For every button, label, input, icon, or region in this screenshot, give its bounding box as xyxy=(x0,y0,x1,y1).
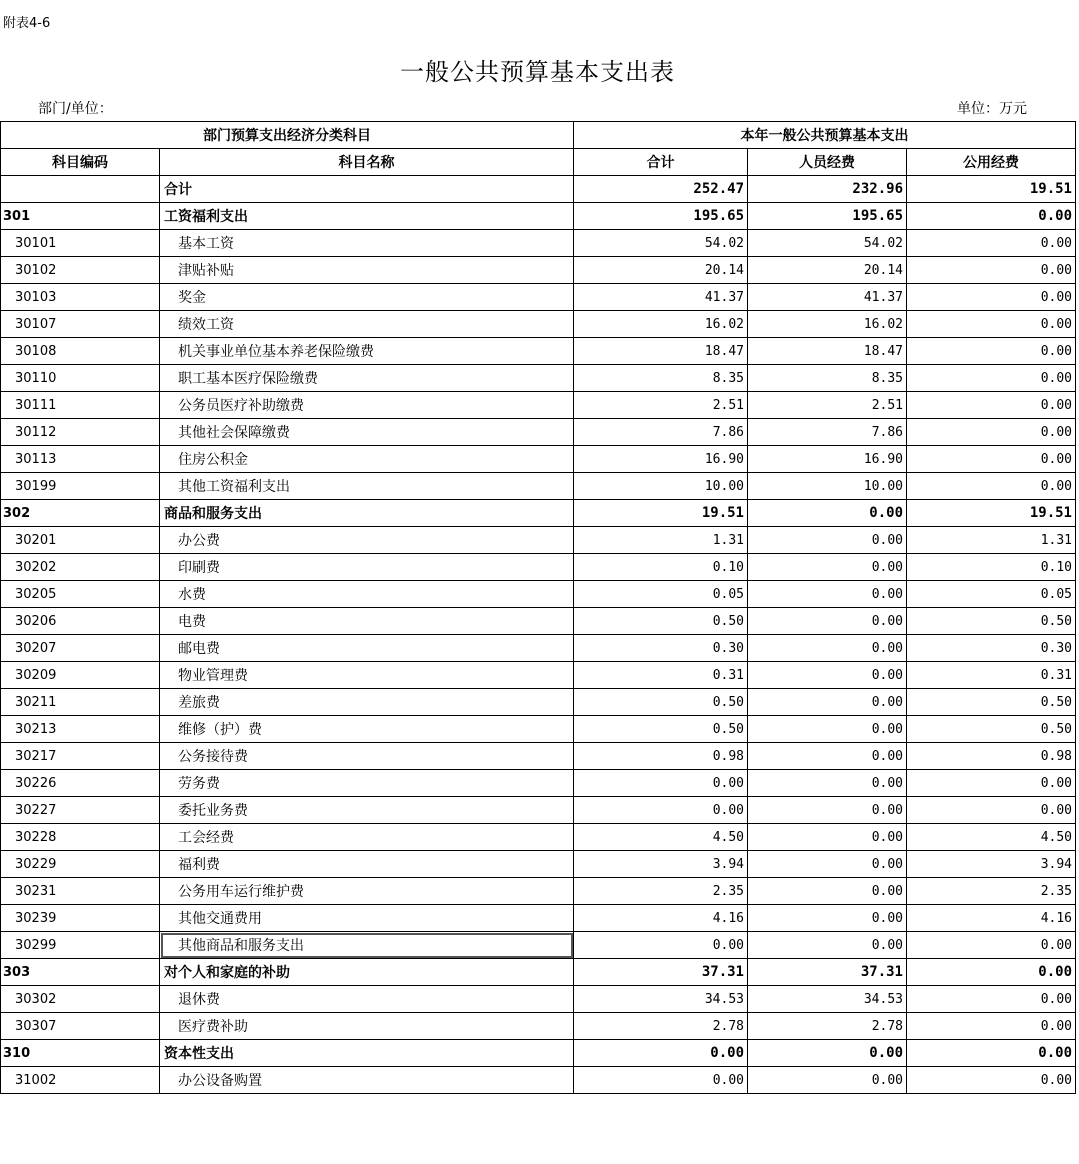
table-row xyxy=(1,824,1076,851)
cell-public[interactable]: 3.94 xyxy=(907,851,1076,878)
cell-name[interactable]: 其他交通费用 xyxy=(160,905,574,932)
cell-code[interactable]: 30231 xyxy=(1,878,160,905)
cell-code[interactable] xyxy=(1,176,160,203)
cell-code[interactable]: 30205 xyxy=(1,581,160,608)
cell-name[interactable]: 维修（护）费 xyxy=(160,716,574,743)
cell-code[interactable]: 30108 xyxy=(1,338,160,365)
table-row xyxy=(1,770,1076,797)
cell-total[interactable]: 37.31 xyxy=(574,959,748,986)
cell-code[interactable]: 310 xyxy=(1,1040,160,1067)
cell-name[interactable]: 职工基本医疗保险缴费 xyxy=(160,365,574,392)
table-row xyxy=(1,392,1076,419)
cell-public[interactable]: 0.00 xyxy=(907,419,1076,446)
table-row xyxy=(1,284,1076,311)
cell-code[interactable]: 30239 xyxy=(1,905,160,932)
table-row xyxy=(1,932,1076,959)
cell-code[interactable]: 31002 xyxy=(1,1067,160,1094)
table-row xyxy=(1,500,1076,527)
cell-personnel[interactable]: 0.00 xyxy=(748,770,907,797)
table-row xyxy=(1,689,1076,716)
cell-total[interactable]: 34.53 xyxy=(574,986,748,1013)
cell-public[interactable]: 0.00 xyxy=(907,203,1076,230)
cell-total[interactable]: 0.00 xyxy=(574,1040,748,1067)
cell-personnel[interactable]: 0.00 xyxy=(748,689,907,716)
cell-public[interactable]: 0.00 xyxy=(907,230,1076,257)
cell-public[interactable]: 0.00 xyxy=(907,770,1076,797)
cell-total[interactable]: 2.51 xyxy=(574,392,748,419)
table-row xyxy=(1,716,1076,743)
table-row xyxy=(1,527,1076,554)
cell-name[interactable]: 绩效工资 xyxy=(160,311,574,338)
cell-public[interactable]: 0.00 xyxy=(907,338,1076,365)
cell-name[interactable]: 水费 xyxy=(160,581,574,608)
cell-name[interactable]: 差旅费 xyxy=(160,689,574,716)
cell-personnel[interactable]: 0.00 xyxy=(748,797,907,824)
cell-total[interactable]: 19.51 xyxy=(574,500,748,527)
table-row xyxy=(1,257,1076,284)
cell-public[interactable]: 2.35 xyxy=(907,878,1076,905)
table-row xyxy=(1,797,1076,824)
cell-total[interactable]: 20.14 xyxy=(574,257,748,284)
col-header-name[interactable]: 科目名称 xyxy=(160,149,574,176)
cell-code[interactable]: 30113 xyxy=(1,446,160,473)
cell-public[interactable]: 1.31 xyxy=(907,527,1076,554)
cell-public[interactable]: 0.00 xyxy=(907,932,1076,959)
cell-personnel[interactable]: 20.14 xyxy=(748,257,907,284)
table-row xyxy=(1,338,1076,365)
cell-total[interactable]: 0.00 xyxy=(574,770,748,797)
cell-public[interactable]: 0.00 xyxy=(907,365,1076,392)
cell-personnel[interactable]: 10.00 xyxy=(748,473,907,500)
dept-label: 部门/单位： xyxy=(38,101,113,117)
cell-personnel[interactable]: 0.00 xyxy=(748,824,907,851)
cell-public[interactable]: 0.10 xyxy=(907,554,1076,581)
cell-code[interactable]: 301 xyxy=(1,203,160,230)
cell-name[interactable]: 合计 xyxy=(160,176,574,203)
cell-total[interactable]: 8.35 xyxy=(574,365,748,392)
cell-public[interactable]: 0.50 xyxy=(907,689,1076,716)
cell-total[interactable]: 2.78 xyxy=(574,1013,748,1040)
cell-total[interactable]: 2.35 xyxy=(574,878,748,905)
cell-code[interactable]: 30209 xyxy=(1,662,160,689)
group-header-right[interactable]: 本年一般公共预算基本支出 xyxy=(574,122,1076,149)
cell-personnel[interactable]: 16.90 xyxy=(748,446,907,473)
cell-total[interactable]: 0.10 xyxy=(574,554,748,581)
cell-code[interactable]: 30228 xyxy=(1,824,160,851)
cell-total[interactable]: 0.00 xyxy=(574,932,748,959)
cell-public[interactable]: 0.31 xyxy=(907,662,1076,689)
cell-code[interactable]: 30299 xyxy=(1,932,160,959)
cell-personnel[interactable]: 0.00 xyxy=(748,581,907,608)
cell-personnel[interactable]: 0.00 xyxy=(748,527,907,554)
cell-code[interactable]: 30302 xyxy=(1,986,160,1013)
cell-public[interactable]: 0.50 xyxy=(907,716,1076,743)
cell-public[interactable]: 0.00 xyxy=(907,959,1076,986)
cell-total[interactable]: 3.94 xyxy=(574,851,748,878)
col-header-public[interactable]: 公用经费 xyxy=(907,149,1076,176)
cell-code[interactable]: 30229 xyxy=(1,851,160,878)
cell-total[interactable]: 18.47 xyxy=(574,338,748,365)
cell-personnel[interactable]: 0.00 xyxy=(748,932,907,959)
cell-name[interactable]: 公务员医疗补助缴费 xyxy=(160,392,574,419)
cell-personnel[interactable]: 0.00 xyxy=(748,878,907,905)
cell-public[interactable]: 0.00 xyxy=(907,1013,1076,1040)
cell-public[interactable]: 0.98 xyxy=(907,743,1076,770)
table-row xyxy=(1,446,1076,473)
cell-total[interactable]: 1.31 xyxy=(574,527,748,554)
cell-public[interactable]: 0.00 xyxy=(907,473,1076,500)
cell-code[interactable]: 30110 xyxy=(1,365,160,392)
cell-personnel[interactable]: 18.47 xyxy=(748,338,907,365)
table-row xyxy=(1,608,1076,635)
cell-public[interactable]: 0.00 xyxy=(907,797,1076,824)
table-body xyxy=(1,176,1076,1094)
cell-total[interactable]: 0.00 xyxy=(574,1067,748,1094)
table-row xyxy=(1,203,1076,230)
cell-code[interactable]: 30202 xyxy=(1,554,160,581)
table-row xyxy=(1,230,1076,257)
cell-public[interactable]: 0.00 xyxy=(907,986,1076,1013)
cell-name[interactable]: 福利费 xyxy=(160,851,574,878)
cell-code[interactable]: 303 xyxy=(1,959,160,986)
cell-code[interactable]: 30227 xyxy=(1,797,160,824)
table-row xyxy=(1,1040,1076,1067)
cell-name[interactable]: 公务接待费 xyxy=(160,743,574,770)
cell-name[interactable]: 电费 xyxy=(160,608,574,635)
cell-code[interactable]: 30103 xyxy=(1,284,160,311)
group-header-left[interactable]: 部门预算支出经济分类科目 xyxy=(1,122,574,149)
cell-name[interactable]: 对个人和家庭的补助 xyxy=(160,959,574,986)
cell-public[interactable]: 19.51 xyxy=(907,176,1076,203)
table-row xyxy=(1,365,1076,392)
cell-code[interactable]: 30112 xyxy=(1,419,160,446)
cell-personnel[interactable]: 0.00 xyxy=(748,554,907,581)
cell-public[interactable]: 0.00 xyxy=(907,392,1076,419)
table-row xyxy=(1,851,1076,878)
cell-name[interactable]: 机关事业单位基本养老保险缴费 xyxy=(160,338,574,365)
cell-personnel[interactable]: 54.02 xyxy=(748,230,907,257)
cell-code[interactable]: 30201 xyxy=(1,527,160,554)
cell-total[interactable]: 0.00 xyxy=(574,797,748,824)
cell-total[interactable]: 16.02 xyxy=(574,311,748,338)
cell-code[interactable]: 302 xyxy=(1,500,160,527)
cell-public[interactable]: 0.30 xyxy=(907,635,1076,662)
cell-total[interactable]: 0.50 xyxy=(574,689,748,716)
cell-personnel[interactable]: 16.02 xyxy=(748,311,907,338)
cell-total[interactable]: 0.98 xyxy=(574,743,748,770)
table-row xyxy=(1,959,1076,986)
cell-name[interactable]: 其他社会保障缴费 xyxy=(160,419,574,446)
cell-total[interactable]: 195.65 xyxy=(574,203,748,230)
cell-total[interactable]: 0.31 xyxy=(574,662,748,689)
cell-personnel[interactable]: 7.86 xyxy=(748,419,907,446)
table-row xyxy=(1,905,1076,932)
table-row xyxy=(1,554,1076,581)
cell-name[interactable]: 公务用车运行维护费 xyxy=(160,878,574,905)
cell-personnel[interactable]: 0.00 xyxy=(748,608,907,635)
cell-code[interactable]: 30307 xyxy=(1,1013,160,1040)
cell-public[interactable]: 0.00 xyxy=(907,311,1076,338)
cell-personnel[interactable]: 0.00 xyxy=(748,662,907,689)
cell-personnel[interactable]: 0.00 xyxy=(748,1067,907,1094)
cell-name[interactable]: 工会经费 xyxy=(160,824,574,851)
cell-name[interactable]: 其他商品和服务支出 xyxy=(160,932,574,959)
cell-name[interactable]: 医疗费补助 xyxy=(160,1013,574,1040)
cell-total[interactable]: 16.90 xyxy=(574,446,748,473)
cell-name[interactable]: 其他工资福利支出 xyxy=(160,473,574,500)
table-row xyxy=(1,635,1076,662)
table-row xyxy=(1,662,1076,689)
cell-code[interactable]: 30217 xyxy=(1,743,160,770)
cell-total[interactable]: 7.86 xyxy=(574,419,748,446)
cell-personnel[interactable]: 0.00 xyxy=(748,635,907,662)
table-row xyxy=(1,878,1076,905)
cell-public[interactable]: 19.51 xyxy=(907,500,1076,527)
cell-code[interactable]: 30111 xyxy=(1,392,160,419)
unit-label: 单位：万元 xyxy=(957,101,1027,117)
cell-name[interactable]: 物业管理费 xyxy=(160,662,574,689)
table-row xyxy=(1,743,1076,770)
cell-personnel[interactable]: 0.00 xyxy=(748,743,907,770)
cell-personnel[interactable]: 195.65 xyxy=(748,203,907,230)
cell-personnel[interactable]: 8.35 xyxy=(748,365,907,392)
cell-public[interactable]: 0.00 xyxy=(907,257,1076,284)
cell-total[interactable]: 0.50 xyxy=(574,608,748,635)
cell-name[interactable]: 商品和服务支出 xyxy=(160,500,574,527)
page-title: 一般公共预算基本支出表 xyxy=(400,58,675,86)
cell-public[interactable]: 0.00 xyxy=(907,446,1076,473)
cell-name[interactable]: 资本性支出 xyxy=(160,1040,574,1067)
cell-code[interactable]: 30211 xyxy=(1,689,160,716)
cell-code[interactable]: 30101 xyxy=(1,230,160,257)
cell-name[interactable]: 委托业务费 xyxy=(160,797,574,824)
cell-public[interactable]: 0.05 xyxy=(907,581,1076,608)
cell-name[interactable]: 退休费 xyxy=(160,986,574,1013)
cell-personnel[interactable]: 2.78 xyxy=(748,1013,907,1040)
cell-name[interactable]: 邮电费 xyxy=(160,635,574,662)
cell-personnel[interactable]: 0.00 xyxy=(748,1040,907,1067)
table-row xyxy=(1,1013,1076,1040)
cell-total[interactable]: 4.16 xyxy=(574,905,748,932)
cell-personnel[interactable]: 34.53 xyxy=(748,986,907,1013)
cell-total[interactable]: 0.05 xyxy=(574,581,748,608)
table-row xyxy=(1,311,1076,338)
cell-personnel[interactable]: 232.96 xyxy=(748,176,907,203)
cell-personnel[interactable]: 0.00 xyxy=(748,905,907,932)
cell-name[interactable]: 基本工资 xyxy=(160,230,574,257)
cell-public[interactable]: 0.00 xyxy=(907,1067,1076,1094)
budget-table xyxy=(0,121,1076,1094)
col-header-personnel[interactable]: 人员经费 xyxy=(748,149,907,176)
cell-total[interactable]: 41.37 xyxy=(574,284,748,311)
cell-code[interactable]: 30213 xyxy=(1,716,160,743)
cell-public[interactable]: 4.50 xyxy=(907,824,1076,851)
table-row xyxy=(1,473,1076,500)
cell-name[interactable]: 奖金 xyxy=(160,284,574,311)
table-row xyxy=(1,986,1076,1013)
cell-code[interactable]: 30206 xyxy=(1,608,160,635)
cell-name[interactable]: 办公设备购置 xyxy=(160,1067,574,1094)
cell-personnel[interactable]: 0.00 xyxy=(748,716,907,743)
cell-name[interactable]: 印刷费 xyxy=(160,554,574,581)
table-row xyxy=(1,1067,1076,1094)
cell-total[interactable]: 10.00 xyxy=(574,473,748,500)
cell-name[interactable]: 工资福利支出 xyxy=(160,203,574,230)
cell-name[interactable]: 住房公积金 xyxy=(160,446,574,473)
attachment-label: 附表4-6 xyxy=(3,16,51,31)
cell-name[interactable]: 办公费 xyxy=(160,527,574,554)
table-row xyxy=(1,581,1076,608)
cell-personnel[interactable]: 41.37 xyxy=(748,284,907,311)
cell-total[interactable]: 0.50 xyxy=(574,716,748,743)
cell-code[interactable]: 30107 xyxy=(1,311,160,338)
cell-code[interactable]: 30199 xyxy=(1,473,160,500)
cell-personnel[interactable]: 37.31 xyxy=(748,959,907,986)
table-row xyxy=(1,419,1076,446)
cell-name[interactable]: 津贴补贴 xyxy=(160,257,574,284)
cell-public[interactable]: 4.16 xyxy=(907,905,1076,932)
cell-name[interactable]: 劳务费 xyxy=(160,770,574,797)
cell-public[interactable]: 0.00 xyxy=(907,1040,1076,1067)
cell-total[interactable]: 4.50 xyxy=(574,824,748,851)
cell-code[interactable]: 30102 xyxy=(1,257,160,284)
cell-personnel[interactable]: 0.00 xyxy=(748,500,907,527)
cell-code[interactable]: 30226 xyxy=(1,770,160,797)
col-header-code[interactable]: 科目编码 xyxy=(1,149,160,176)
cell-public[interactable]: 0.00 xyxy=(907,284,1076,311)
cell-total[interactable]: 0.30 xyxy=(574,635,748,662)
col-header-total[interactable]: 合计 xyxy=(574,149,748,176)
table-row xyxy=(1,176,1076,203)
cell-public[interactable]: 0.50 xyxy=(907,608,1076,635)
cell-personnel[interactable]: 2.51 xyxy=(748,392,907,419)
cell-personnel[interactable]: 0.00 xyxy=(748,851,907,878)
cell-total[interactable]: 54.02 xyxy=(574,230,748,257)
cell-total[interactable]: 252.47 xyxy=(574,176,748,203)
cell-code[interactable]: 30207 xyxy=(1,635,160,662)
